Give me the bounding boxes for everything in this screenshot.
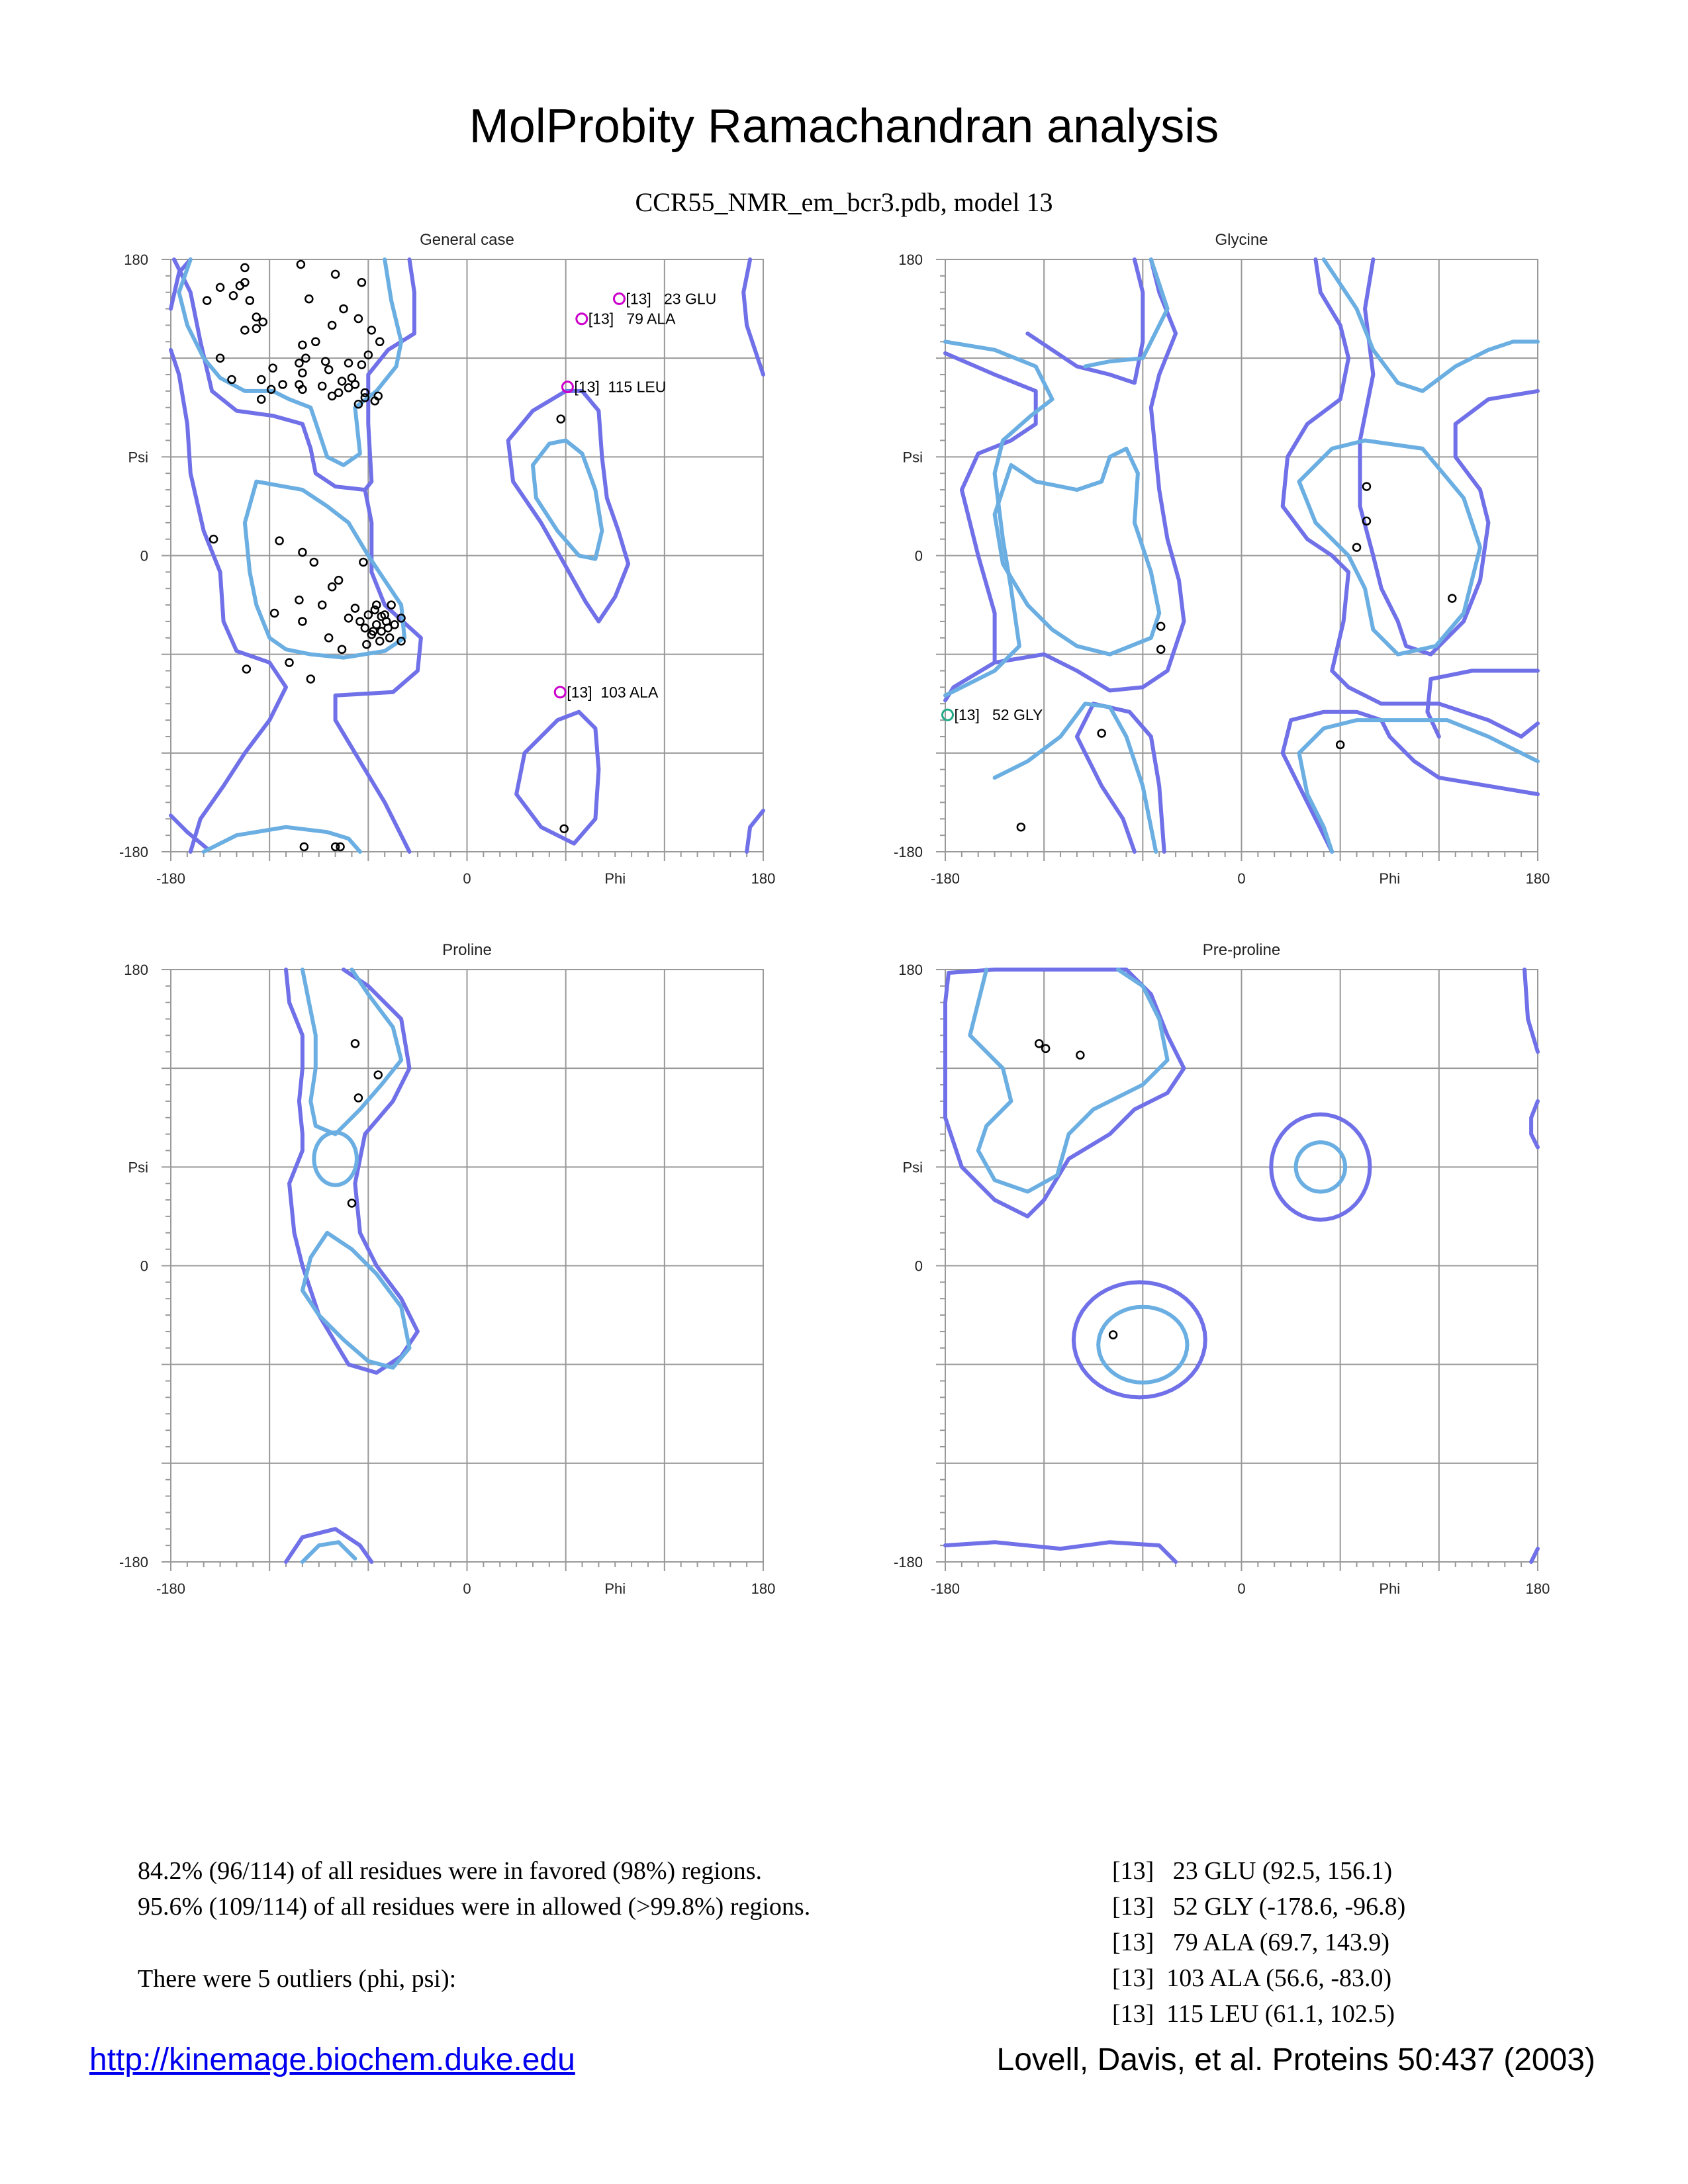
data-point <box>312 338 319 345</box>
data-point <box>388 602 395 609</box>
data-point <box>386 634 393 641</box>
data-point <box>269 365 277 372</box>
y-tick-label: -180 <box>118 844 148 860</box>
data-point <box>1109 1331 1117 1338</box>
outlier-entry: [13] 23 GLU (92.5, 156.1) <box>1112 1857 1393 1885</box>
data-point <box>1035 1040 1043 1047</box>
data-point <box>373 621 380 628</box>
panel-title: Glycine <box>1215 231 1268 249</box>
allowed-contour <box>1283 259 1538 737</box>
data-point <box>325 366 332 373</box>
data-point <box>337 843 344 850</box>
proline-panel <box>119 941 775 1597</box>
x-tick-label: 0 <box>463 1580 471 1597</box>
favored-contour <box>303 1542 355 1562</box>
x-axis-label: Phi <box>1379 1580 1401 1597</box>
favored-contour <box>1299 441 1481 655</box>
data-point <box>335 576 342 584</box>
data-point <box>1098 730 1105 737</box>
x-tick-label: -180 <box>156 870 186 887</box>
outlier-entry: [13] 103 ALA (56.6, -83.0) <box>1112 1964 1392 1992</box>
data-point <box>1157 646 1164 653</box>
data-point <box>1157 623 1164 630</box>
y-tick-label: 0 <box>914 547 923 565</box>
allowed-contour <box>286 970 418 1373</box>
data-point <box>279 381 287 388</box>
panel-title: Pre-proline <box>1202 941 1281 959</box>
pre-proline-panel <box>894 941 1550 1597</box>
data-point <box>1363 483 1370 490</box>
x-tick-label: -180 <box>930 870 961 887</box>
x-tick-label: 180 <box>1525 1580 1550 1597</box>
data-point <box>318 383 326 390</box>
data-point <box>358 361 365 369</box>
data-point <box>340 305 348 312</box>
outlier-label: [13] 52 GLY <box>954 706 1043 724</box>
outlier-entry: [13] 115 LEU (61.1, 102.5) <box>1112 2000 1395 2028</box>
data-point <box>1076 1052 1084 1059</box>
data-point <box>1042 1045 1049 1052</box>
data-point <box>375 1071 382 1079</box>
allowed-stat: 95.6% (109/114) of all residues were in allowed (>99.8%) regions. <box>138 1893 811 1921</box>
data-point <box>378 627 385 635</box>
outlier-intro: There were 5 outliers (phi, psi): <box>138 1965 457 1993</box>
data-point <box>376 637 383 645</box>
data-point <box>363 641 370 648</box>
data-point <box>332 271 339 278</box>
general-case-panel <box>119 231 775 887</box>
outlier-label: [13] 103 ALA <box>567 683 659 701</box>
y-tick-label: -180 <box>893 1554 923 1570</box>
data-point <box>376 338 383 345</box>
y-axis-label: Psi <box>902 1159 923 1176</box>
data-point <box>271 610 278 617</box>
data-point <box>216 284 224 291</box>
data-point <box>301 843 308 850</box>
outlier-point <box>614 293 624 304</box>
data-point <box>345 359 352 367</box>
page-subtitle: CCR55_NMR_em_bcr3.pdb, model 13 <box>635 187 1053 217</box>
x-tick-label: 180 <box>751 1580 776 1597</box>
y-tick-label: 0 <box>140 547 148 565</box>
allowed-contour <box>336 490 421 852</box>
favored-contour <box>314 1132 357 1185</box>
x-tick-label: 180 <box>751 870 776 887</box>
data-point <box>258 376 265 383</box>
y-tick-label: -180 <box>893 844 923 860</box>
y-tick-label: 180 <box>898 251 923 268</box>
allowed-contour <box>171 350 286 852</box>
data-point <box>368 326 375 334</box>
favored-contour <box>1085 259 1167 367</box>
data-point <box>356 617 363 625</box>
allowed-contour <box>747 811 763 852</box>
allowed-contour <box>1531 1101 1538 1148</box>
allowed-contour <box>945 970 1184 1216</box>
allowed-contour <box>174 259 414 490</box>
x-tick-label: 0 <box>1237 870 1246 887</box>
data-point <box>1448 595 1456 602</box>
outlier-label: [13] 23 GLU <box>626 290 717 308</box>
data-point <box>299 341 306 349</box>
y-tick-label: 180 <box>898 962 923 978</box>
x-tick-label: 0 <box>1237 1580 1246 1597</box>
allowed-contour <box>1531 1549 1538 1562</box>
data-point <box>328 583 336 590</box>
allowed-contour <box>945 1542 1176 1562</box>
allowed-contour <box>945 353 1036 701</box>
y-tick-label: 0 <box>914 1257 923 1275</box>
x-tick-label: 0 <box>463 870 471 887</box>
allowed-contour <box>508 391 628 621</box>
panel-title: General case <box>420 231 514 249</box>
data-point <box>286 659 293 666</box>
kinemage-link[interactable]: http://kinemage.biochem.duke.edu <box>89 2042 575 2077</box>
x-tick-label: -180 <box>156 1580 186 1597</box>
data-point <box>310 559 318 566</box>
data-point <box>352 605 359 612</box>
data-point <box>1017 823 1025 831</box>
outlier-label: [13] 79 ALA <box>588 310 676 328</box>
data-point <box>338 377 346 385</box>
allowed-contour <box>1027 259 1143 383</box>
favored-contour <box>245 482 404 658</box>
allowed-contour <box>516 712 598 844</box>
outlier-label: [13] 115 LEU <box>574 378 667 396</box>
data-point <box>243 666 250 673</box>
outlier-point <box>942 709 953 720</box>
y-axis-label: Psi <box>128 1159 148 1176</box>
y-tick-label: 180 <box>124 251 148 268</box>
y-tick-label: -180 <box>118 1554 148 1570</box>
data-point <box>307 675 314 682</box>
y-tick-label: 180 <box>124 962 148 978</box>
y-tick-label: 0 <box>140 1257 148 1275</box>
data-point <box>561 825 568 833</box>
outlier-point <box>577 314 587 324</box>
data-point <box>325 634 332 641</box>
data-point <box>276 537 283 545</box>
data-point <box>345 384 352 391</box>
x-tick-label: -180 <box>930 1580 961 1597</box>
allowed-contour <box>1524 970 1538 1052</box>
data-point <box>322 358 329 365</box>
data-point <box>259 318 267 326</box>
data-point <box>359 559 367 566</box>
page-title: MolProbity Ramachandran analysis <box>469 100 1219 153</box>
data-point <box>358 279 365 286</box>
data-point <box>295 596 303 604</box>
data-point <box>253 325 260 332</box>
outlier-entry: [13] 52 GLY (-178.6, -96.8) <box>1112 1893 1406 1921</box>
citation: Lovell, Davis, et al. Proteins 50:437 (2003) <box>996 2042 1595 2077</box>
x-axis-label: Phi <box>604 870 626 887</box>
favored-contour <box>303 1233 410 1368</box>
data-point <box>391 621 399 628</box>
data-point <box>328 322 336 329</box>
favored-contour <box>1299 720 1538 852</box>
data-point <box>230 292 237 299</box>
data-point <box>348 1200 355 1207</box>
x-axis-label: Phi <box>1379 870 1401 887</box>
data-point <box>203 297 211 304</box>
data-point <box>241 326 248 334</box>
data-point <box>318 602 326 609</box>
data-point <box>305 295 312 302</box>
data-point <box>557 416 565 423</box>
favored-contour <box>533 441 602 559</box>
y-axis-label: Psi <box>902 449 923 466</box>
data-point <box>253 314 260 321</box>
favored-stat: 84.2% (96/114) of all residues were in favored (98%) regions. <box>138 1857 763 1885</box>
glycine-panel <box>894 231 1550 887</box>
data-point <box>258 396 265 403</box>
data-point <box>246 297 254 304</box>
data-point <box>338 646 346 653</box>
data-point <box>299 617 306 625</box>
x-tick-label: 180 <box>1525 870 1550 887</box>
data-point <box>299 549 306 556</box>
data-point <box>299 369 306 377</box>
data-point <box>352 1040 359 1047</box>
data-point <box>355 1094 362 1101</box>
data-point <box>295 359 303 367</box>
y-axis-label: Psi <box>128 449 148 466</box>
favored-contour <box>1324 259 1538 391</box>
data-point <box>345 614 352 621</box>
outlier-point <box>555 687 565 698</box>
data-point <box>361 624 369 631</box>
x-axis-label: Phi <box>604 1580 626 1597</box>
data-point <box>335 389 342 396</box>
panel-title: Proline <box>442 941 492 959</box>
allowed-contour <box>743 259 763 375</box>
favored-contour <box>995 449 1160 655</box>
data-point <box>1353 544 1360 551</box>
outlier-entry: [13] 79 ALA (69.7, 143.9) <box>1112 1929 1390 1956</box>
data-point <box>355 315 362 322</box>
data-point <box>241 264 248 271</box>
data-point <box>297 261 305 268</box>
data-point <box>210 535 217 543</box>
